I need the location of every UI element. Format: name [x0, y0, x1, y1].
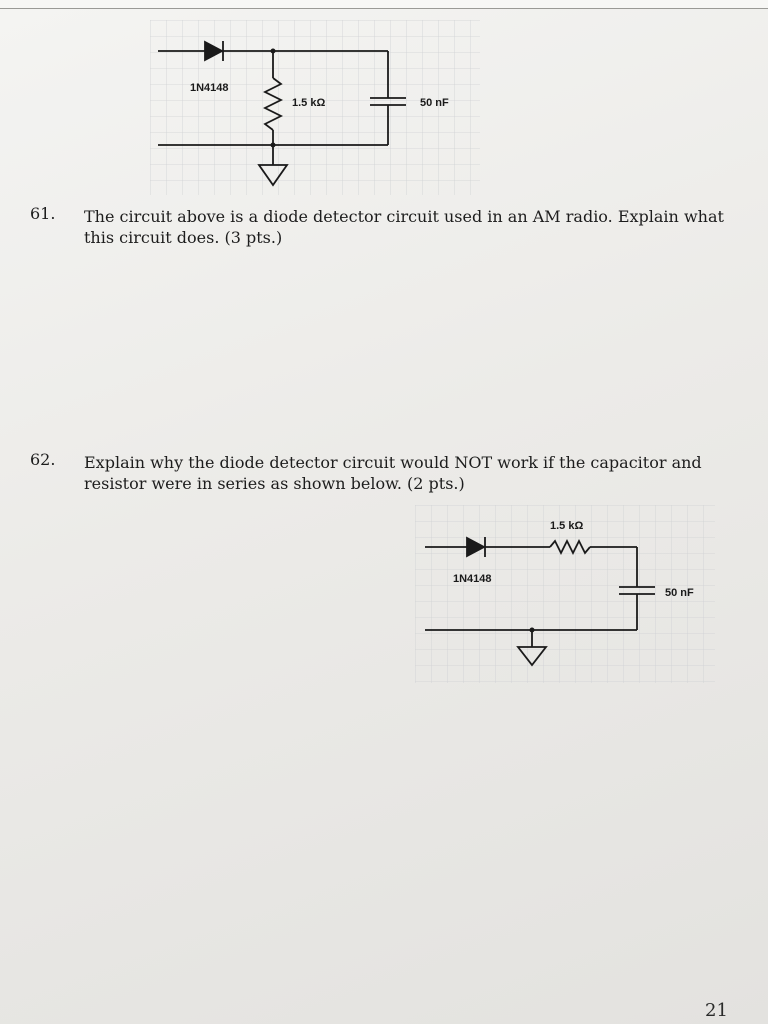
diode-label: 1N4148	[190, 82, 229, 94]
junction-dot	[530, 628, 535, 633]
circuit-diagram-series	[415, 505, 715, 685]
junction-dot	[271, 143, 276, 148]
question-number: 61.	[30, 204, 56, 223]
capacitor-label: 50 nF	[420, 97, 449, 109]
resistor-label: 1.5 kΩ	[550, 520, 584, 532]
resistor-label: 1.5 kΩ	[292, 97, 326, 109]
page-number: 21	[705, 1000, 728, 1021]
circuit-parallel-svg	[150, 20, 480, 200]
question-number: 62.	[30, 450, 56, 469]
junction-dot	[271, 49, 276, 54]
question-text: Explain why the diode detector circuit would NOT work if the capacitor and resistor were in series as shown below. (2 pts.)	[84, 453, 702, 493]
page-top-edge	[0, 0, 768, 9]
diode-label: 1N4148	[453, 573, 492, 585]
capacitor-label: 50 nF	[665, 587, 694, 599]
circuit-series-svg	[415, 505, 715, 685]
question-text: The circuit above is a diode detector circuit used in an AM radio. Explain what this circuit does. (3 pts.)	[84, 207, 724, 247]
circuit-diagram-parallel	[150, 20, 480, 200]
